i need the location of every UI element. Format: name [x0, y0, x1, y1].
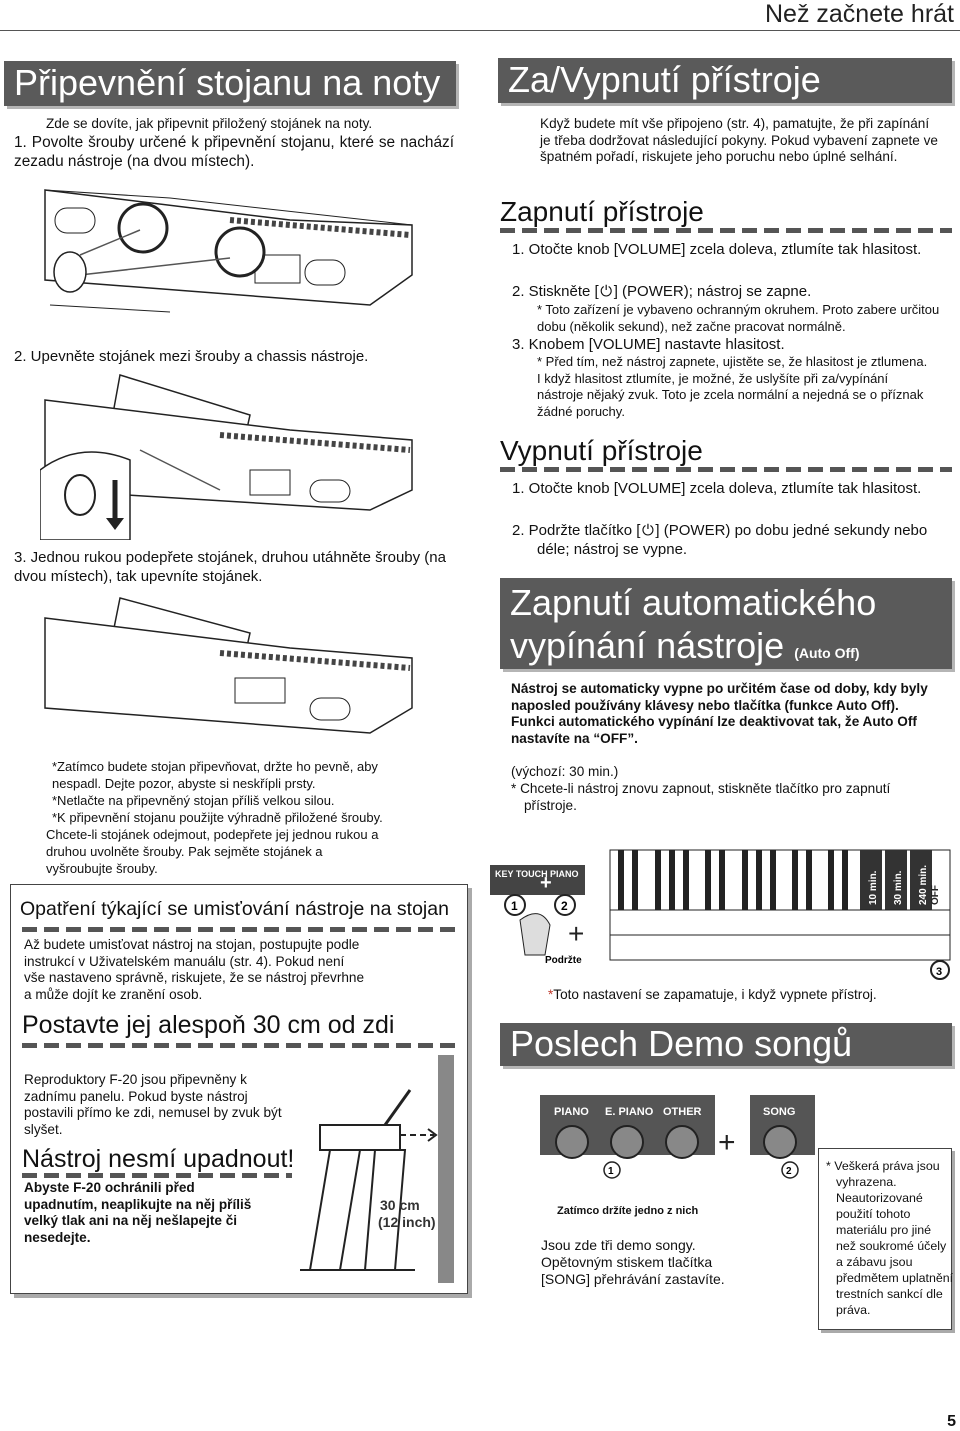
- stand-note-5: Chcete-li stojánek odejmout, podepřete jej jednou rukou a: [46, 827, 379, 842]
- distance-label-inch: (12 inch): [378, 1214, 436, 1230]
- power-off-step-2-b: ] (POWER) po dobu jedné sekundy nebo déle; nástroj se vypne.: [537, 522, 928, 558]
- svg-text:+: +: [568, 918, 585, 949]
- demo-step-1: 1: [608, 1166, 614, 1177]
- svg-text:+: +: [718, 1126, 736, 1159]
- stand-intro: Zde se dovíte, jak připevnit přiložený stojánek na noty.: [46, 116, 373, 131]
- demo-buttons-diagram: [540, 1095, 815, 1205]
- placement-heading-30cm: Postavte jej alespoň 30 cm od zdi: [22, 1011, 395, 1039]
- autooff-saved-star: *: [548, 987, 554, 1002]
- step-num-2: 2: [561, 899, 568, 913]
- autooff-title: [500, 578, 952, 669]
- stand-step-3: 3. Jednou rukou podepřete stojánek, druhou utáhněte šrouby (na dvou místech), tak upevníte stojánek.: [14, 549, 446, 585]
- autooff-title-suffix: (Auto Off): [794, 645, 860, 661]
- key-label-240: 240 min.: [918, 864, 929, 905]
- stand-note-3: *Netlačte na připevněný stojan příliš velkou silou.: [52, 793, 335, 808]
- power-on-step-2: [512, 282, 811, 301]
- demo-text: Jsou zde tři demo songy. Opětovným stiskem tlačítka [SONG] přehrávání zastavíte.: [541, 1237, 725, 1287]
- power-on-step-2-b: ] (POWER); nástroj se zapne.: [613, 283, 812, 300]
- demo-step-2: 2: [786, 1166, 792, 1177]
- autooff-title-line-2: vypínání nástroje: [510, 625, 785, 666]
- placement-text: Až budete umisťovat nástroj na stojan, postupujte podle instrukcí v Uživatelském manuálu (str. 4). Pokud není vše nastaveno správně, riskujete, že se nástroj převrhne a může dojít ke zranění osob.: [24, 937, 365, 1002]
- autooff-saved: [548, 987, 877, 1004]
- power-title: Za/Vypnutí přístroje: [498, 58, 952, 103]
- autooff-description: Nástroj se automaticky vypne po určitém čase od doby, kdy byly naposled používány klávesy nebo tlačítka (funkce Auto Off). Funkci automatického vypínání lze deaktivovat tak, že Auto Off nastavíte na “OFF”.: [511, 681, 928, 746]
- power-icon: ⏻: [600, 283, 613, 300]
- key-label-30: 30 min.: [893, 870, 904, 905]
- placement-dash-3: [22, 1173, 292, 1178]
- power-off-title: Vypnutí přístroje: [500, 435, 703, 466]
- power-off-step-2-a: 2. Podržte tlačítko [: [512, 522, 641, 539]
- placement-title: Opatření týkající se umisťování nástroje na stojan: [20, 898, 449, 920]
- power-on-step-3: 3. Knobem [VOLUME] nastavte hlasitost.: [512, 336, 785, 353]
- stand-note-7: vyšroubujte šrouby.: [46, 861, 158, 876]
- autooff-diagram: [490, 845, 955, 980]
- keyboard-screws-illustration: [40, 180, 415, 320]
- hold-label: Podržte: [545, 955, 582, 966]
- wall-distance-illustration: [300, 1055, 460, 1285]
- autooff-saved-text: Toto nastavení se zapamatuje, i když vypnete přístroj.: [553, 987, 877, 1002]
- page-number: 5: [947, 1413, 956, 1430]
- stand-fixed-illustration: [40, 593, 415, 743]
- distance-label: 30 cm: [380, 1197, 420, 1213]
- stand-insert-illustration: [40, 370, 415, 540]
- stand-note-2: nespadl. Dejte pozor, abyste si neskřípli prsty.: [52, 776, 316, 791]
- stand-title: Připevnění stojanu na noty: [4, 61, 456, 106]
- placement-text-3: Abyste F-20 ochránili před upadnutím, neaplikujte na něj příliš velký tlak ani na něj nešlapejte či nesedejte.: [24, 1180, 252, 1245]
- stand-note-6: druhou uvolněte šrouby. Pak sejměte stojánek a: [46, 844, 323, 859]
- placement-dash-2: [22, 1043, 462, 1048]
- power-on-note-2: * Před tím, než nástroj zapnete, ujistěte se, že hlasitost je ztlumena. I když hlasitost ztlumíte, je možné, že uslyšíte při za/vypínání nástroje nějaký zvuk. Toto je zcela normální a nejedná se o příznak žádné poruchy.: [537, 354, 928, 419]
- placement-heading-fall: Nástroj nesmí upadnout!: [22, 1145, 295, 1173]
- step-num-1: 1: [511, 899, 518, 913]
- autooff-default: (výchozí: 30 min.): [511, 764, 619, 779]
- power-on-title: Zapnutí přístroje: [500, 196, 704, 227]
- demo-label-epiano: E. PIANO: [605, 1106, 654, 1118]
- stand-note-1: *Zatímco budete stojan připevňovat, držte ho pevně, aby: [52, 759, 378, 774]
- svg-text:+: +: [540, 872, 552, 894]
- section-header: Než začnete hrát: [765, 0, 954, 28]
- key-label-off: OFF: [930, 885, 941, 905]
- copyright-text: * Veškerá práva jsou vyhrazena. Neautorizované použití tohoto materiálu pro jiné než soukromé účely a zábavu jsou předmětem uplatnění trestních sankcí dle práva.: [826, 1159, 954, 1317]
- step-num-3: 3: [936, 966, 943, 978]
- power-off-step-2: [512, 521, 957, 559]
- demo-label-other: OTHER: [663, 1106, 702, 1118]
- header-rule: [0, 30, 960, 31]
- placement-dash-1: [22, 927, 462, 932]
- key-label-10: 10 min.: [868, 870, 879, 905]
- stand-step-1: 1. Povolte šrouby určené k připevnění stojanu, které se nachází zezadu nástroje (na dvou místech).: [14, 134, 454, 170]
- power-on-note-1: * Toto zařízení je vybaveno ochranným okruhem. Proto zabere určitou dobu (několik sekund), než začne pracovat normálně.: [537, 302, 940, 334]
- piano-label: PIANO: [550, 869, 579, 879]
- demo-hold-caption: Zatímco držíte jedno z nich: [557, 1205, 699, 1217]
- power-off-dash: [500, 467, 952, 472]
- power-on-step-2-a: 2. Stiskněte [: [512, 283, 599, 300]
- power-intro: Když budete mít vše připojeno (str. 4), pamatujte, že při zapínání je třeba dodržovat následující pokyny. Pokud vybavení zapnete ve špatném pořadí, riskujete jeho poruchu nebo úplné selhání.: [540, 116, 938, 164]
- placement-text-2: Reproduktory F-20 jsou připevněny k zadnímu panelu. Pokud byste nástroj postavili přímo ke zdi, nemusel by zvuk být slyšet.: [24, 1072, 282, 1137]
- power-on-step-1: 1. Otočte knob [VOLUME] zcela doleva, ztlumíte tak hlasitost.: [512, 241, 922, 258]
- key-touch-label: KEY TOUCH: [495, 869, 548, 879]
- stand-step-2: 2. Upevněte stojánek mezi šrouby a chassis nástroje.: [14, 348, 369, 365]
- stand-note-4: *K připevnění stojanu použijte výhradně přiložené šrouby.: [52, 810, 383, 825]
- power-on-dash: [500, 228, 952, 233]
- demo-label-song: SONG: [763, 1106, 796, 1118]
- demo-title: Poslech Demo songů: [500, 1023, 952, 1066]
- power-icon-2: ⏻: [641, 522, 654, 539]
- demo-label-piano: PIANO: [554, 1106, 589, 1118]
- autooff-note: * Chcete-li nástroj znovu zapnout, stiskněte tlačítko pro zapnutí přístroje.: [511, 781, 891, 813]
- power-off-step-1: 1. Otočte knob [VOLUME] zcela doleva, ztlumíte tak hlasitost.: [512, 480, 922, 497]
- autooff-title-line-1: Zapnutí automatického: [510, 582, 877, 623]
